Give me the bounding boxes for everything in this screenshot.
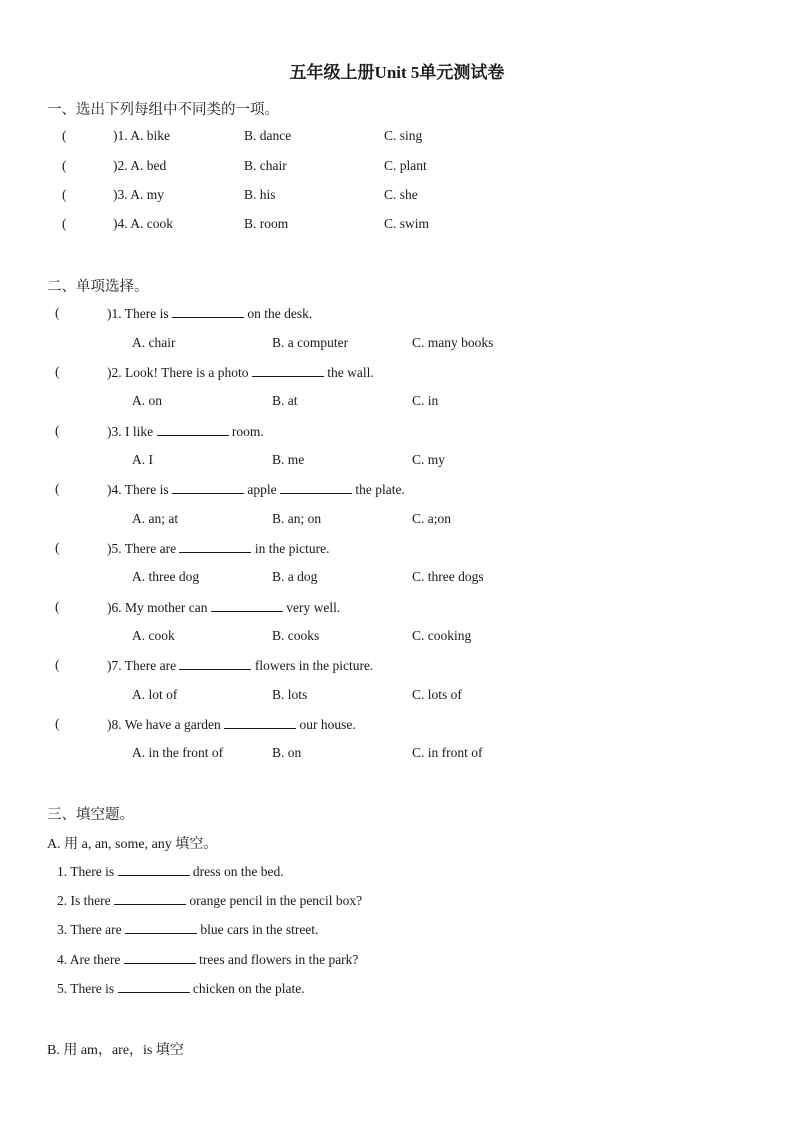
question-text: )8. We have a garden our house. xyxy=(107,717,356,732)
answer-blank[interactable] xyxy=(179,657,251,670)
question-number: )3. A. my xyxy=(113,187,165,202)
option-c: C. she xyxy=(384,187,418,202)
answer-paren[interactable]: ( xyxy=(62,128,67,143)
s1-question-row xyxy=(0,187,794,207)
s2-question-row xyxy=(0,716,794,736)
answer-blank[interactable] xyxy=(157,423,229,436)
s2-question-row xyxy=(0,364,794,384)
option-a: A. cook xyxy=(132,628,175,643)
answer-paren[interactable]: ( xyxy=(62,187,67,202)
answer-blank[interactable] xyxy=(172,305,244,318)
fill-row xyxy=(0,863,794,883)
answer-blank[interactable] xyxy=(172,481,244,494)
fill-sentence: 5. There is chicken on the plate. xyxy=(57,981,305,996)
fill-sentence: 4. Are there trees and flowers in the park? xyxy=(57,952,359,967)
question-number: )2. A. bed xyxy=(113,158,167,173)
option-b: B. room xyxy=(244,216,289,231)
question-number: )1. A. bike xyxy=(113,128,170,143)
s1-question-row xyxy=(0,216,794,236)
option-c: C. many books xyxy=(412,335,494,350)
option-b: B. dance xyxy=(244,128,292,143)
option-c: C. in xyxy=(412,393,439,408)
fill-row xyxy=(0,921,794,941)
fill-sentence: 1. There is dress on the bed. xyxy=(57,864,284,879)
option-b: B. an; on xyxy=(272,511,322,526)
option-c: C. plant xyxy=(384,158,427,173)
answer-paren[interactable]: ( xyxy=(55,716,60,731)
section2-heading: 二、单项选择。 xyxy=(47,279,149,295)
answer-blank[interactable] xyxy=(179,540,251,553)
s2-options-row xyxy=(0,628,794,648)
answer-paren[interactable]: ( xyxy=(55,481,60,496)
answer-blank[interactable] xyxy=(280,481,352,494)
question-text: )3. I like room. xyxy=(107,424,264,439)
option-b: B. me xyxy=(272,452,305,467)
section3-heading: 三、填空题。 xyxy=(47,807,134,823)
option-b: B. at xyxy=(272,393,298,408)
s2-options-row xyxy=(0,452,794,472)
answer-paren[interactable]: ( xyxy=(55,364,60,379)
answer-blank[interactable] xyxy=(114,892,186,905)
answer-blank[interactable] xyxy=(118,863,190,876)
answer-blank[interactable] xyxy=(124,951,196,964)
answer-paren[interactable]: ( xyxy=(62,158,67,173)
question-number: )4. A. cook xyxy=(113,216,173,231)
s2-question-row xyxy=(0,540,794,560)
s2-question-row xyxy=(0,599,794,619)
fill-sentence: 2. Is there orange pencil in the pencil box? xyxy=(57,893,363,908)
question-text: )5. There are in the picture. xyxy=(107,541,330,556)
s2-options-row xyxy=(0,335,794,355)
option-c: C. lots of xyxy=(412,687,462,702)
section1-heading: 一、选出下列每组中不同类的一项。 xyxy=(47,102,279,118)
answer-blank[interactable] xyxy=(252,364,324,377)
option-a: A. on xyxy=(132,393,162,408)
s1-question-row xyxy=(0,128,794,148)
option-c: C. cooking xyxy=(412,628,472,643)
option-c: C. swim xyxy=(384,216,430,231)
option-b: B. a computer xyxy=(272,335,349,350)
s2-options-row xyxy=(0,569,794,589)
fill-row xyxy=(0,951,794,971)
s2-question-row xyxy=(0,481,794,501)
s1-question-row xyxy=(0,158,794,178)
s2-question-row xyxy=(0,305,794,325)
option-a: A. an; at xyxy=(132,511,179,526)
answer-paren[interactable]: ( xyxy=(55,599,60,614)
question-text: )1. There is on the desk. xyxy=(107,306,313,321)
s2-options-row xyxy=(0,745,794,765)
fill-sentence: 3. There are blue cars in the street. xyxy=(57,922,319,937)
option-a: A. in the front of xyxy=(132,745,224,760)
answer-blank[interactable] xyxy=(224,716,296,729)
option-c: C. my xyxy=(412,452,446,467)
question-text: )2. Look! There is a photo the wall. xyxy=(107,365,374,380)
s2-options-row xyxy=(0,393,794,413)
part-a-instruction: A. 用 a, an, some, any 填空。 xyxy=(47,837,218,852)
fill-row xyxy=(0,980,794,1000)
option-a: A. three dog xyxy=(132,569,200,584)
answer-blank[interactable] xyxy=(125,921,197,934)
answer-paren[interactable]: ( xyxy=(62,216,67,231)
page-title: 五年级上册Unit 5单元测试卷 xyxy=(289,63,505,82)
part-b-instruction: B. 用 am，are，is 填空 xyxy=(47,1043,184,1058)
option-b: B. lots xyxy=(272,687,308,702)
option-c: C. a;on xyxy=(412,511,451,526)
fill-row xyxy=(0,892,794,912)
answer-paren[interactable]: ( xyxy=(55,423,60,438)
question-text: )4. There is apple the plate. xyxy=(107,482,405,497)
s2-question-row xyxy=(0,423,794,443)
s2-options-row xyxy=(0,511,794,531)
answer-paren[interactable]: ( xyxy=(55,657,60,672)
question-text: )7. There are flowers in the picture. xyxy=(107,658,374,673)
option-b: B. his xyxy=(244,187,276,202)
option-c: C. in front of xyxy=(412,745,483,760)
option-b: B. cooks xyxy=(272,628,320,643)
answer-blank[interactable] xyxy=(118,980,190,993)
option-a: A. chair xyxy=(132,335,176,350)
answer-paren[interactable]: ( xyxy=(55,305,60,320)
answer-paren[interactable]: ( xyxy=(55,540,60,555)
question-text: )6. My mother can very well. xyxy=(107,600,341,615)
option-b: B. on xyxy=(272,745,302,760)
option-b: B. a dog xyxy=(272,569,318,584)
s2-question-row xyxy=(0,657,794,677)
s2-options-row xyxy=(0,687,794,707)
option-b: B. chair xyxy=(244,158,287,173)
option-c: C. sing xyxy=(384,128,423,143)
option-a: A. I xyxy=(132,452,153,467)
answer-blank[interactable] xyxy=(211,599,283,612)
option-a: A. lot of xyxy=(132,687,178,702)
option-c: C. three dogs xyxy=(412,569,484,584)
